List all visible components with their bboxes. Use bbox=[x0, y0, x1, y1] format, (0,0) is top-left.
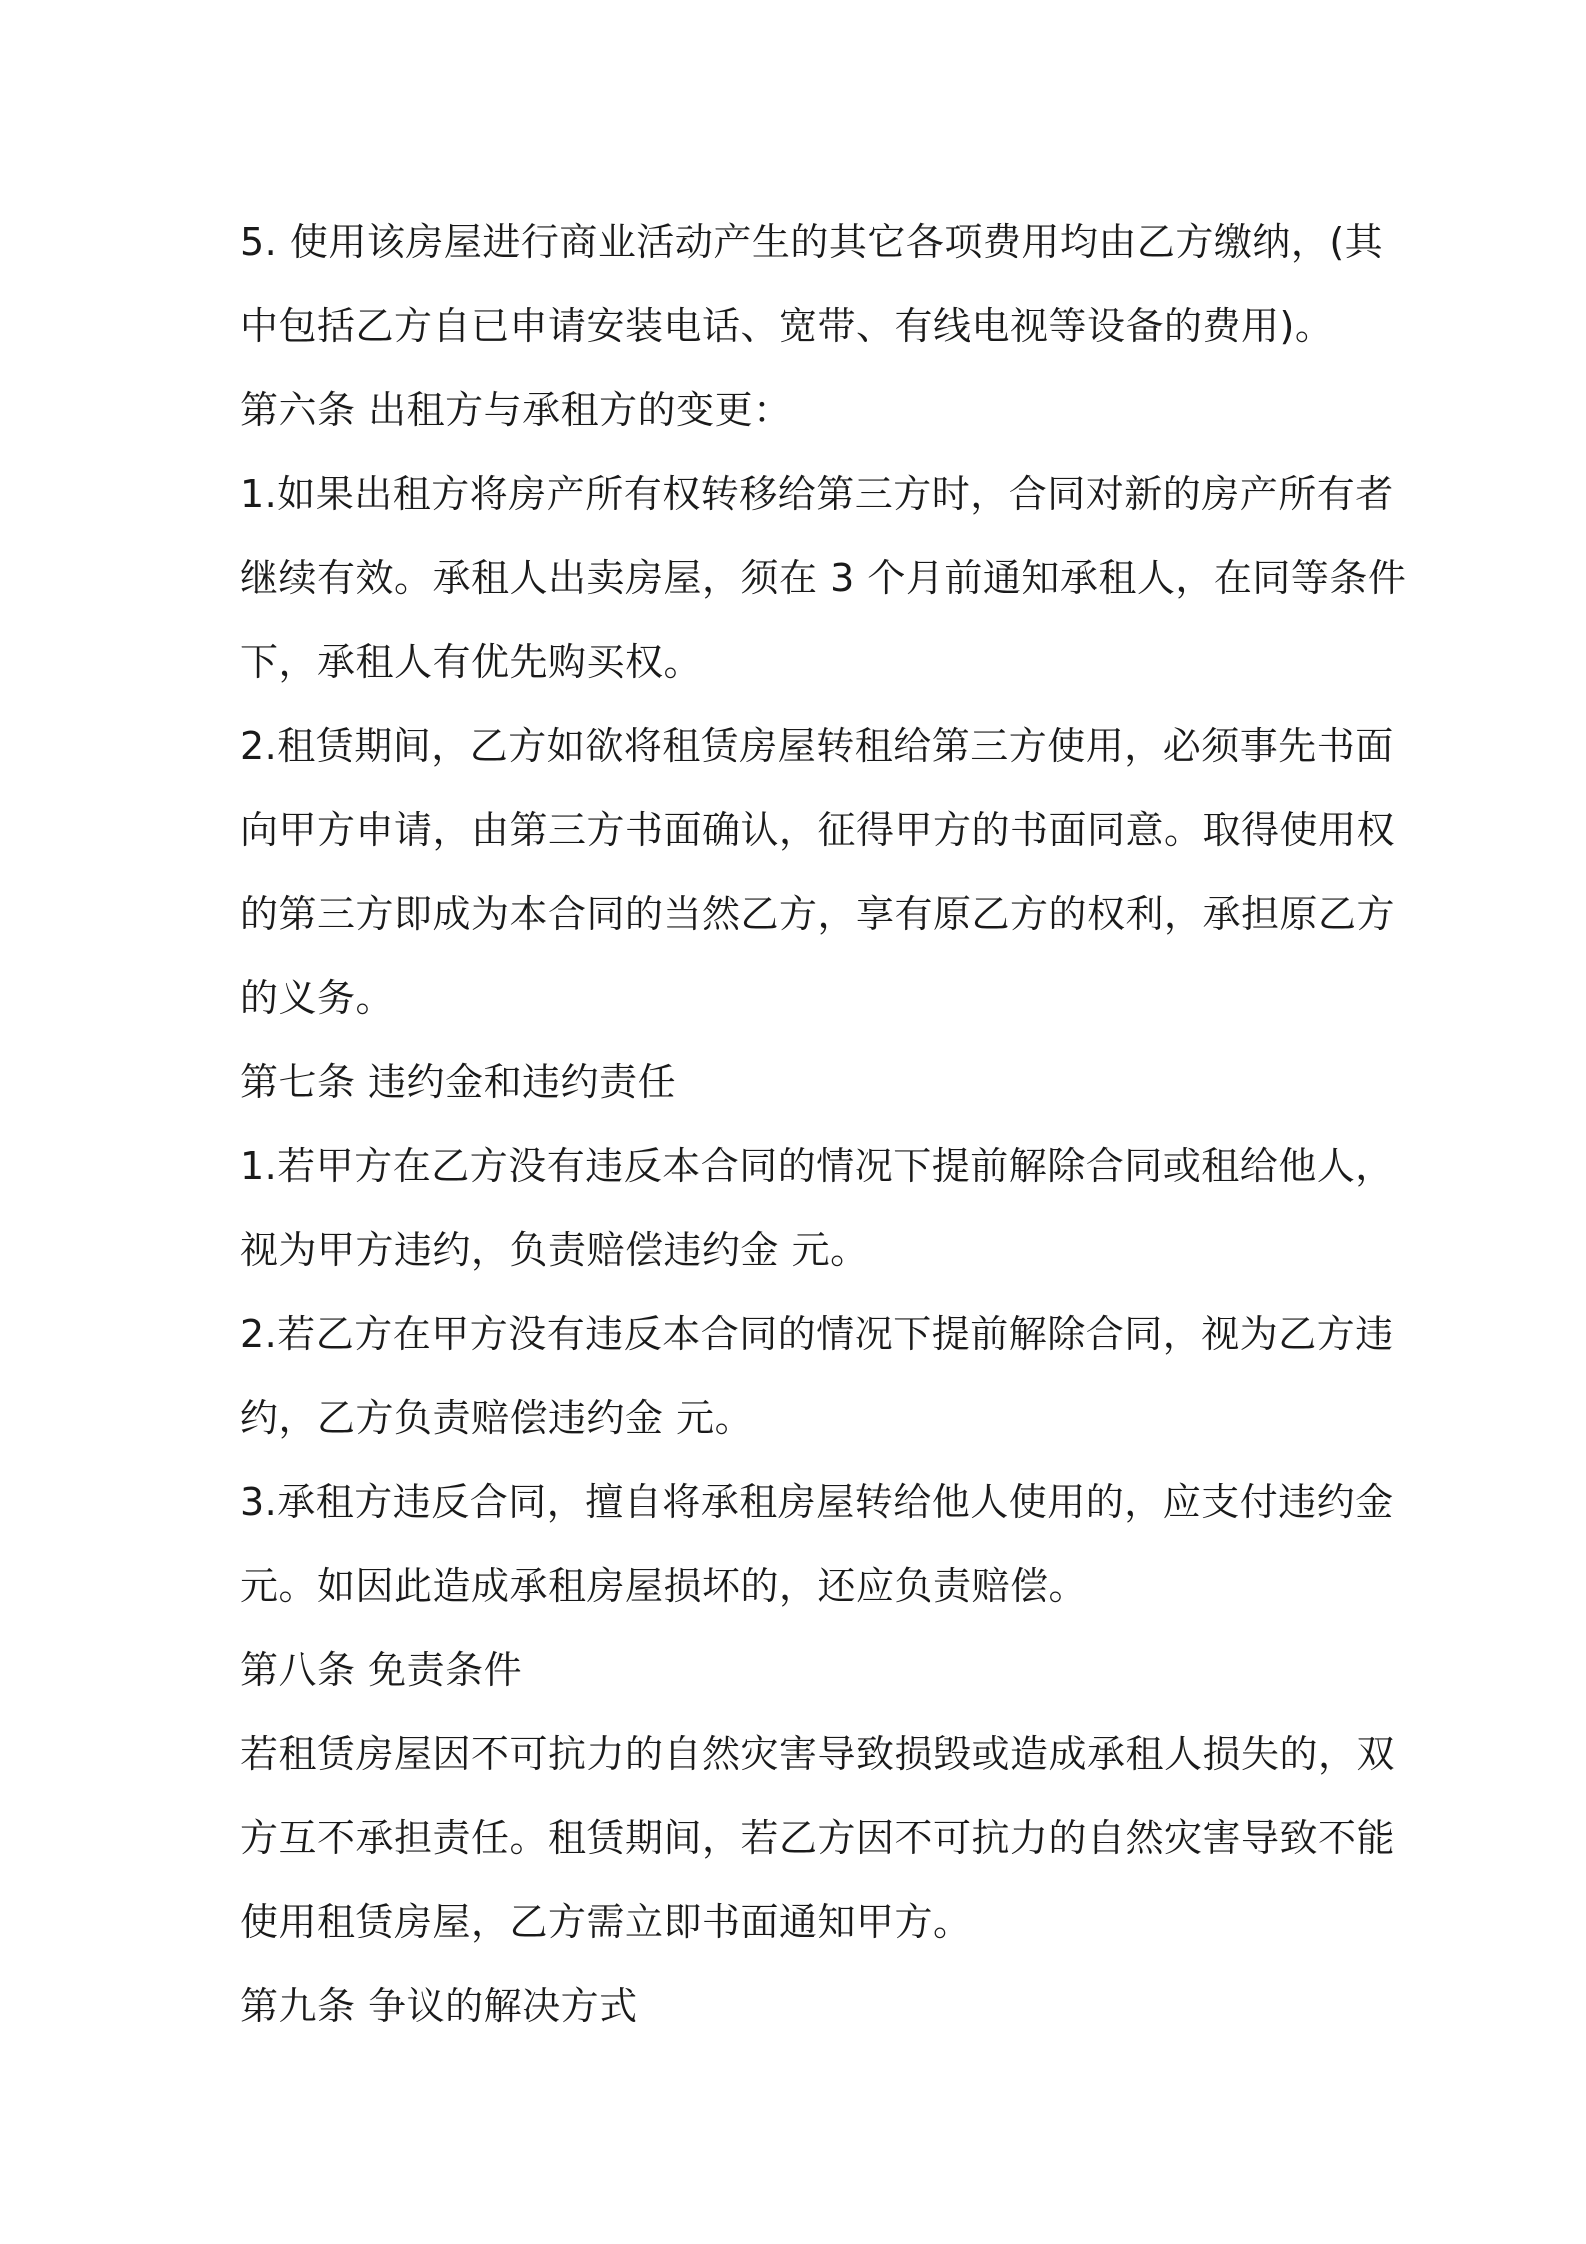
article-7-item-1-line-1: 1.若甲方在乙方没有违反本合同的情况下提前解除合同或租给他人， bbox=[240, 1144, 1394, 1188]
article-6-item-1-line-2: 继续有效。承租人出卖房屋，须在 3 个月前通知承租人，在同等条件 bbox=[240, 556, 1407, 600]
article-6-item-2-line-3: 的第三方即成为本合同的当然乙方，享有原乙方的权利，承担原乙方 bbox=[240, 892, 1396, 936]
article-6-item-2-line-1: 2.租赁期间，乙方如欲将租赁房屋转租给第三方使用，必须事先书面 bbox=[240, 724, 1394, 768]
article-8-body-line-3: 使用租赁房屋，乙方需立即书面通知甲方。 bbox=[240, 1900, 972, 1944]
article-7-item-2-line-2: 约，乙方负责赔偿违约金 元。 bbox=[240, 1396, 754, 1440]
article-6-item-2-line-2: 向甲方申请，由第三方书面确认，征得甲方的书面同意。取得使用权 bbox=[240, 808, 1396, 852]
article-6-item-1-line-3: 下，承租人有优先购买权。 bbox=[240, 640, 703, 684]
article-7-item-1-line-2: 视为甲方违约，负责赔偿违约金 元。 bbox=[240, 1228, 869, 1272]
article-6-item-2-line-4: 的义务。 bbox=[240, 976, 395, 1020]
article-8-heading: 第八条 免责条件 bbox=[240, 1648, 523, 1692]
article-6-heading: 第六条 出租方与承租方的变更： bbox=[240, 388, 792, 432]
article-9-heading: 第九条 争议的解决方式 bbox=[240, 1984, 638, 2028]
article-7-item-3-line-1: 3.承租方违反合同，擅自将承租房屋转给他人使用的，应支付违约金 bbox=[240, 1480, 1394, 1524]
contract-page bbox=[240, 200, 1407, 2048]
article-8-body-line-1: 若租赁房屋因不可抗力的自然灾害导致损毁或造成承租人损失的，双 bbox=[240, 1732, 1396, 1776]
article-7-item-3-line-2: 元。如因此造成承租房屋损坏的，还应负责赔偿。 bbox=[240, 1564, 1088, 1608]
article-7-heading: 第七条 违约金和违约责任 bbox=[240, 1060, 677, 1104]
clause-5-line-2: 中包括乙方自已申请安装电话、宽带、有线电视等设备的费用)。 bbox=[240, 304, 1334, 348]
article-8-body-line-2: 方互不承担责任。租赁期间，若乙方因不可抗力的自然灾害导致不能 bbox=[240, 1816, 1396, 1860]
clause-5-line-1: 5. 使用该房屋进行商业活动产生的其它各项费用均由乙方缴纳，(其 bbox=[240, 220, 1384, 264]
article-6-item-1-line-1: 1.如果出租方将房产所有权转移给第三方时，合同对新的房产所有者 bbox=[240, 472, 1394, 516]
article-7-item-2-line-1: 2.若乙方在甲方没有违反本合同的情况下提前解除合同，视为乙方违 bbox=[240, 1312, 1394, 1356]
